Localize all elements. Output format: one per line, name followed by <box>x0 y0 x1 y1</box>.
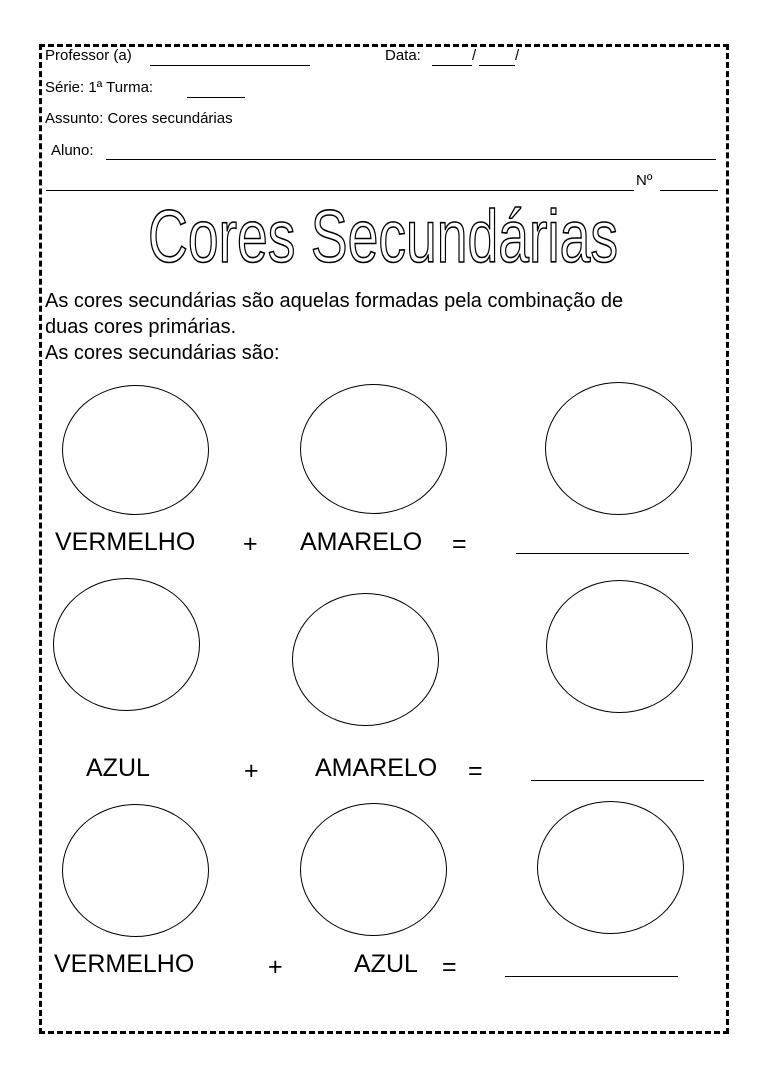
professor-label: Professor (a) <box>45 47 132 64</box>
equals-sign: = <box>468 757 483 785</box>
intro-line-3: As cores secundárias são: <box>45 342 280 364</box>
color1-label: VERMELHO <box>55 528 196 556</box>
professor-field[interactable] <box>150 65 310 66</box>
color2-label: AMARELO <box>300 528 423 556</box>
date-month-field[interactable] <box>479 65 515 66</box>
plus-sign: + <box>243 530 258 558</box>
answer-field[interactable] <box>505 976 678 977</box>
equals-sign: = <box>442 953 457 981</box>
date-separator: / <box>472 47 477 64</box>
plus-sign: + <box>268 953 283 981</box>
aluno-label: Aluno: <box>51 142 94 159</box>
color2-label: AMARELO <box>315 754 438 782</box>
color-circle-2[interactable] <box>300 384 447 514</box>
color-circle-1[interactable] <box>53 578 200 711</box>
color-circle-3[interactable] <box>545 382 692 515</box>
color1-label: AZUL <box>86 754 150 782</box>
assunto-label: Assunto: Cores secundárias <box>45 110 233 127</box>
plus-sign: + <box>244 757 259 785</box>
numero-label: Nº <box>636 172 653 189</box>
color-circle-3[interactable] <box>546 580 693 713</box>
serie-turma-label: Série: 1ª Turma: <box>45 79 154 96</box>
title-text: Cores Secundárias <box>148 195 618 278</box>
intro-line-2: duas cores primárias. <box>45 316 237 338</box>
answer-field[interactable] <box>516 553 689 554</box>
equals-sign: = <box>452 530 467 558</box>
aluno-field[interactable] <box>106 159 716 160</box>
color2-label: AZUL <box>354 950 418 978</box>
date-label: Data: <box>385 47 421 64</box>
turma-field[interactable] <box>187 97 245 98</box>
color-circle-1[interactable] <box>62 385 209 515</box>
date-separator: / <box>515 47 520 64</box>
page-title <box>0 190 763 280</box>
color-circle-2[interactable] <box>292 593 439 726</box>
date-day-field[interactable] <box>432 65 472 66</box>
intro-line-1: As cores secundárias são aquelas formadas pela combinação de <box>45 290 624 312</box>
answer-field[interactable] <box>531 780 704 781</box>
color-circle-1[interactable] <box>62 804 209 937</box>
color-circle-2[interactable] <box>300 803 447 936</box>
color-circle-3[interactable] <box>537 801 684 934</box>
color1-label: VERMELHO <box>54 950 195 978</box>
